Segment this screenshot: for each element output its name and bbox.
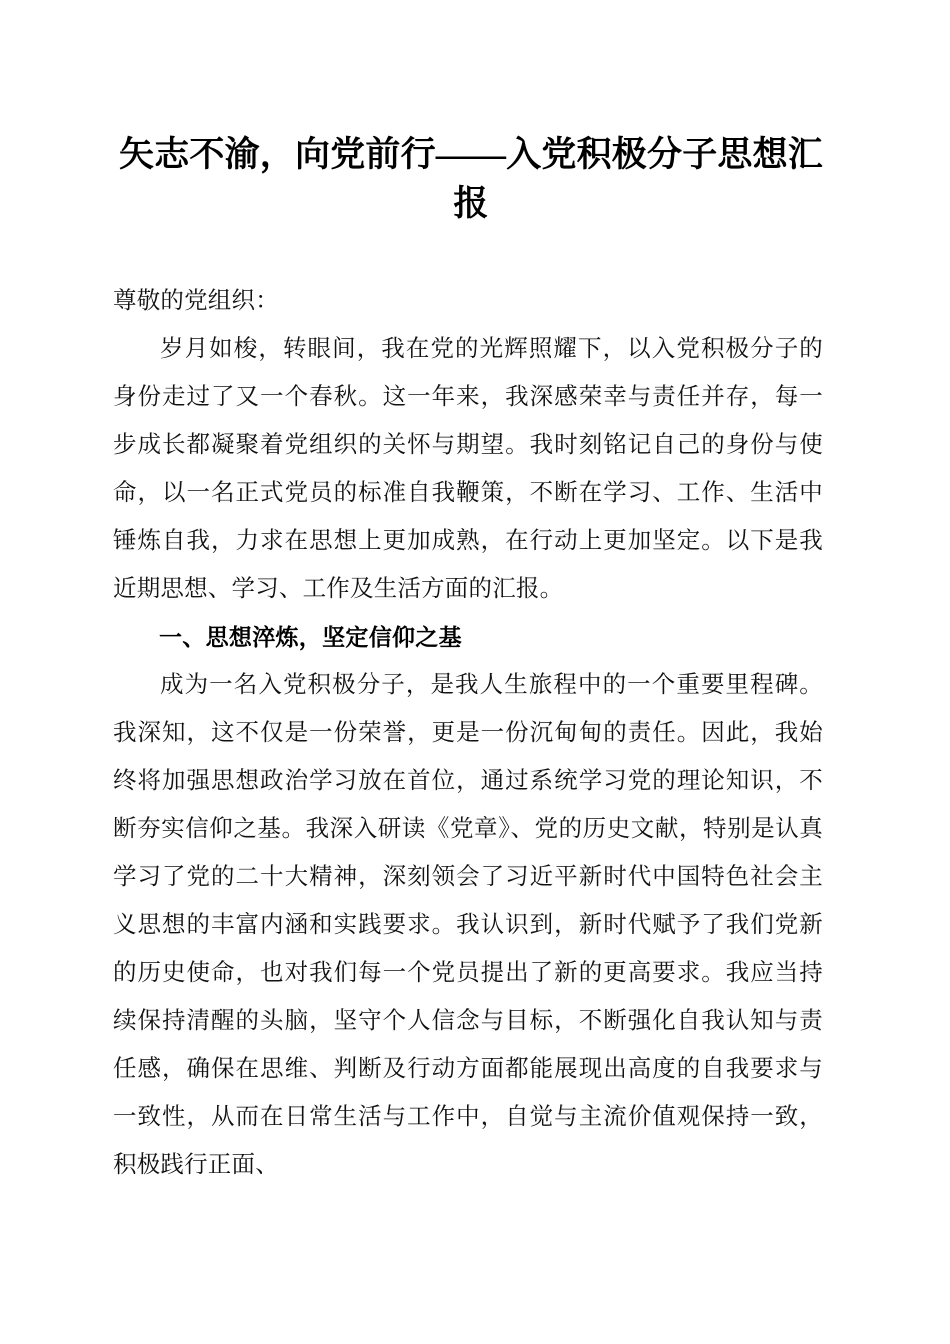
salutation-line: 尊敬的党组织： (113, 288, 279, 314)
opening-paragraph: 岁月如梭，转眼间，我在党的光辉照耀下，以入党积极分子的身份走过了又一个春秋。这一年来，我深感荣幸与责任并存，每一步成长都凝聚着党组织的关怀与期望。我时刻铭记自己的身份与使命，以一名正式党员的标准自我鞭策，不断在学习、工作、生活中锤炼自我，力求在思想上更加成熟，在行动上更加坚定。以下是我近期思想、学习、工作及生活方面的汇报。 (113, 336, 823, 602)
document-content-flow (113, 277, 823, 1189)
section-heading-1: 一、思想淬炼，坚定信仰之基 (159, 624, 462, 650)
section-body-1: 成为一名入党积极分子，是我人生旅程中的一个重要里程碑。我深知，这不仅是一份荣誉，更是一份沉甸甸的责任。因此，我始终将加强思想政治学习放在首位，通过系统学习党的理论知识，不断夯实信仰之基。我深入研读《党章》、党的历史文献，特别是认真学习了党的二十大精神，深刻领会了习近平新时代中国特色社会主义思想的丰富内涵和实践要求。我认识到，新时代赋予了我们党新的历史使命，也对我们每一个党员提出了新的更高要求。我应当持续保持清醒的头脑，坚守个人信念与目标，不断强化自我认知与责任感，确保在思维、判断及行动方面都能展现出高度的自我要求与一致性，从而在日常生活与工作中，自觉与主流价值观保持一致，积极践行正面、 (113, 672, 823, 1178)
page-title: 矢志不渝，向党前行——入党积极分子思想汇报 (119, 135, 824, 223)
